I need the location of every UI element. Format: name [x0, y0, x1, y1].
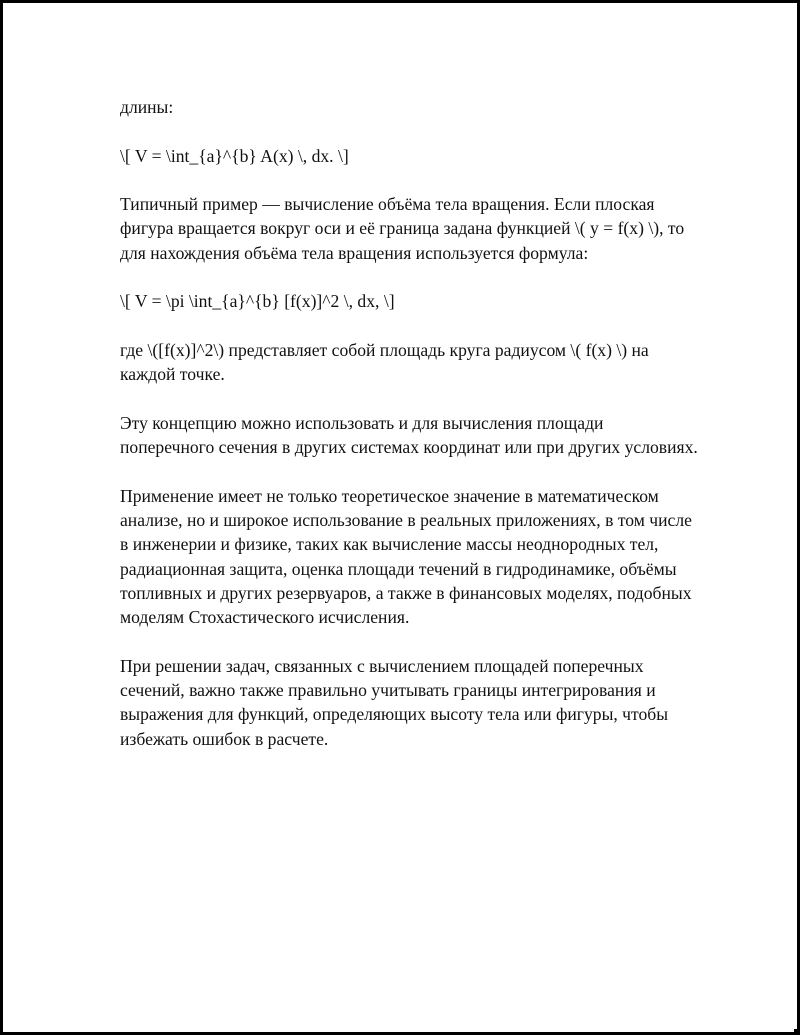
- formula-volume-integral: \[ V = \int_{a}^{b} A(x) \, dx. \]: [120, 145, 349, 166]
- paragraph-rotation-example: Типичный пример — вычисление объёма тела вращения. Если плоская фигура вращается вокруг оси и её граница задана функцией \( y = f(x) \), то для нахождения объёма тела вращения используется формула:: [120, 194, 685, 263]
- document-body: [120, 95, 700, 775]
- paragraph-conclusion: При решении задач, связанных с вычислением площадей поперечных сечений, важно также правильно учитывать границы интегрирования и выражения для функций, определяющих высоту тела или фигуры, чтобы избежать ошибок в расчете.: [120, 655, 669, 749]
- formula-rotation-volume: \[ V = \pi \int_{a}^{b} [f(x)]^2 \, dx, \]: [120, 291, 395, 312]
- paragraph-intro: длины:: [120, 97, 174, 117]
- paragraph-other-coordinates: Эту концепцию можно использовать и для вычисления площади поперечного сечения в других системах координат или при других условиях.: [120, 412, 698, 458]
- paragraph-applications: Применение имеет не только теоретическое значение в математическом анализе, но и широкое использование в реальных приложениях, в том числе в инженерии и физике, таких как вычисление массы неоднородных тел, радиационная защита, оценка площади течений в гидродинамике, объёмы топливных и других резервуаров, а также в финансовых моделях, подобных моделям Стохастического исчисления.: [120, 485, 692, 628]
- paragraph-circle-area: где \([f(x)]^2\) представляет собой площадь круга радиусом \( f(x) \) на каждой точке.: [120, 339, 649, 385]
